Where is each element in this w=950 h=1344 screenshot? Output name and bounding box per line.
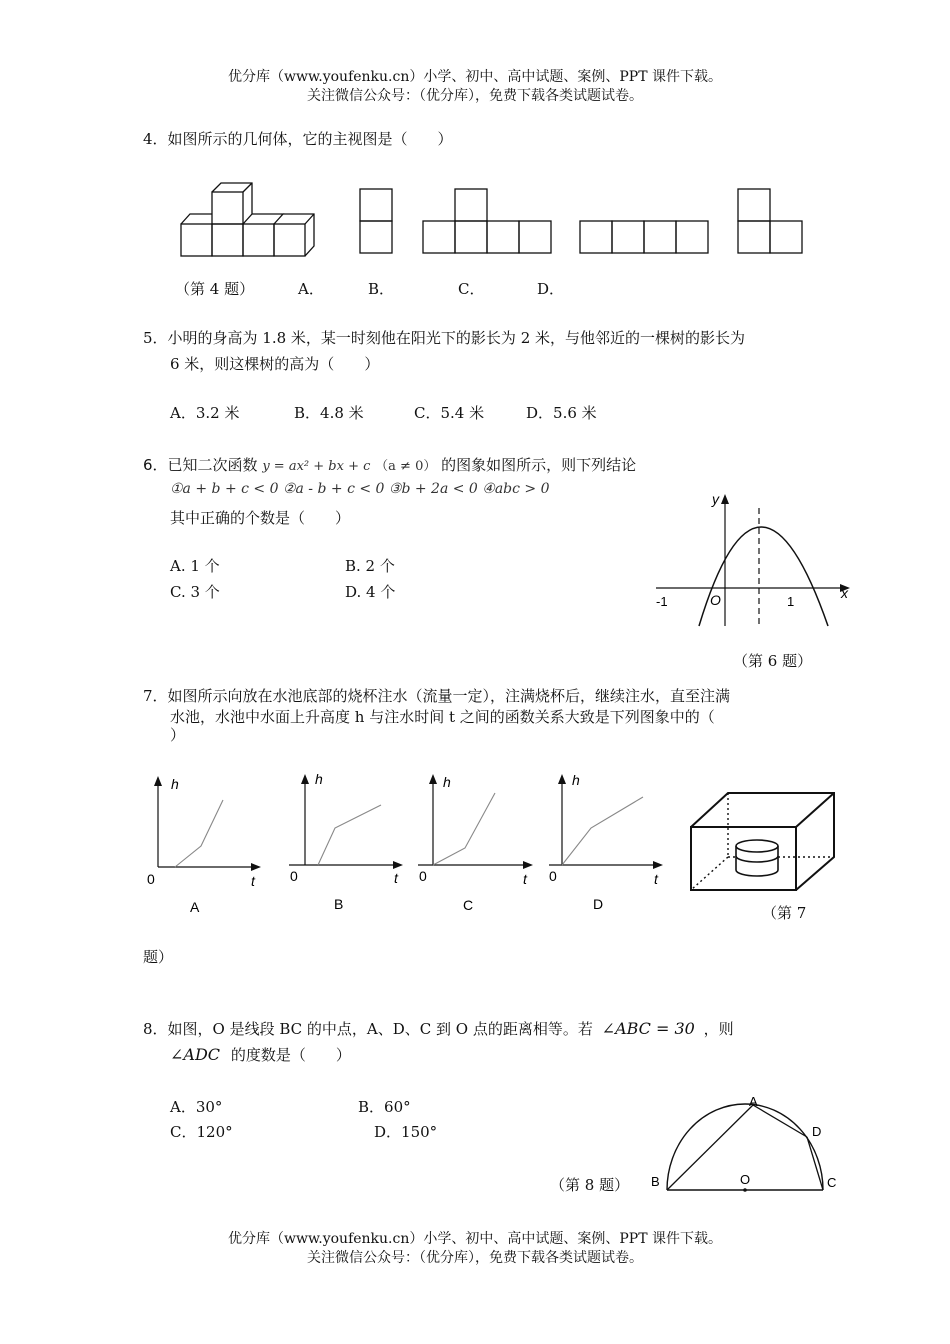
q6-stem bbox=[143, 454, 636, 475]
q7-graph-a-curve bbox=[175, 800, 223, 867]
q7-graph-d bbox=[545, 768, 670, 918]
q6-one-label: 1 bbox=[787, 594, 795, 609]
q8-point-d: D bbox=[812, 1124, 822, 1139]
q5-option-a[interactable]: A．3.2 米 bbox=[170, 404, 240, 422]
q4-option-a[interactable]: A． bbox=[298, 280, 324, 298]
q7-graph-d-origin: 0 bbox=[549, 868, 557, 884]
q6-stem-prefix: 6．已知二次函数 bbox=[143, 456, 258, 474]
q7-stem-line-1: 7．如图所示向放在水池底部的烧杯注水（流量一定），注满烧杯后，继续注水，直至注满 bbox=[143, 687, 731, 705]
q6-option-a[interactable]: A. 1 个 bbox=[170, 557, 220, 575]
q7-graph-c bbox=[415, 768, 540, 918]
q7-graph-d-label[interactable]: D bbox=[593, 896, 604, 912]
q8-stem-line-1 bbox=[143, 1018, 734, 1039]
q7-graph-a-label[interactable]: A bbox=[190, 899, 200, 915]
q6-x-label: x bbox=[841, 585, 848, 601]
q8-angle-asked: ∠ADC bbox=[170, 1045, 221, 1064]
q6-option-d[interactable]: D. 4 个 bbox=[345, 583, 396, 601]
q8-stem-line2-end: 的度数是（ ） bbox=[230, 1046, 351, 1064]
q7-graph-b-label[interactable]: B bbox=[334, 896, 344, 912]
q6-condition: （a ≠ 0） bbox=[375, 459, 437, 474]
q6-conclusions: ①a + b + c < 0 ②a - b + c < 0 ③b + 2a < 0 ④abc > 0 bbox=[170, 481, 550, 497]
q7-graph-b-curve bbox=[318, 805, 381, 865]
q5-stem-line-1: 5．小明的身高为 1.8 米，某一时刻他在阳光下的影长为 2 米，与他邻近的一棵树的影长为 bbox=[143, 329, 746, 347]
q7-graph-a-t: t bbox=[251, 873, 255, 889]
q7-stem-line-3: ） bbox=[170, 726, 186, 744]
header-line-1: 优分库（www.youfenku.cn）小学、初中、高中试题、案例、PPT 课件下载。 bbox=[227, 69, 722, 85]
q6-stem-suffix: 的图象如图所示，则下列结论 bbox=[441, 456, 637, 474]
q5-option-b[interactable]: B．4.8 米 bbox=[294, 404, 364, 422]
q8-point-b: B bbox=[651, 1174, 660, 1189]
q4-option-c-figure bbox=[578, 219, 710, 255]
q8-option-a[interactable]: A．30° bbox=[170, 1098, 223, 1116]
footer-line-1: 优分库（www.youfenku.cn）小学、初中、高中试题、案例、PPT 课件下载。 bbox=[227, 1231, 722, 1247]
q4-stem: 4．如图所示的几何体，它的主视图是（ ） bbox=[143, 130, 453, 148]
q5-stem-line-2: 6 米，则这棵树的高为（ ） bbox=[170, 355, 380, 373]
q8-stem-text: 8．如图，O 是线段 BC 的中点，A、D、C 到 O 点的距离相等。若 bbox=[143, 1020, 593, 1038]
q8-point-c: C bbox=[827, 1175, 837, 1190]
footer-line-2: 关注微信公众号：（优分库），免费下载各类试题试卷。 bbox=[307, 1250, 643, 1266]
q7-graph-c-curve bbox=[433, 793, 495, 865]
q8-option-d[interactable]: D．150° bbox=[374, 1123, 438, 1141]
q7-graph-d-h: h bbox=[572, 772, 580, 788]
q6-caption: （第 6 题） bbox=[733, 652, 813, 670]
q8-point-a: A bbox=[749, 1094, 758, 1109]
q7-graph-d-t: t bbox=[654, 871, 658, 887]
q6-neg1-label: -1 bbox=[656, 594, 668, 609]
q7-beaker bbox=[736, 840, 778, 876]
q7-graph-b bbox=[285, 768, 410, 918]
q7-graph-d-curve bbox=[562, 797, 643, 865]
q4-caption: （第 4 题） bbox=[175, 280, 255, 298]
q8-angle-given: ∠ABC = 30 bbox=[601, 1019, 695, 1038]
q7-graph-b-origin: 0 bbox=[290, 868, 298, 884]
q7-graph-c-origin: 0 bbox=[419, 868, 427, 884]
q4-option-d-figure bbox=[736, 187, 804, 255]
q6-option-c[interactable]: C. 3 个 bbox=[170, 583, 220, 601]
q8-stem-line1-end: ，则 bbox=[703, 1020, 734, 1038]
q7-graph-a-h: h bbox=[171, 776, 179, 792]
q4-option-b[interactable]: B． bbox=[368, 280, 395, 298]
q8-stem-line-2 bbox=[170, 1044, 351, 1065]
q7-pool-figure bbox=[688, 790, 838, 895]
q6-question: 其中正确的个数是（ ） bbox=[170, 509, 351, 527]
q8-point-o: O bbox=[740, 1172, 751, 1187]
q4-option-d[interactable]: D． bbox=[537, 280, 565, 298]
q6-option-b[interactable]: B. 2 个 bbox=[345, 557, 395, 575]
q4-option-c[interactable]: C． bbox=[458, 280, 485, 298]
q7-graph-b-t: t bbox=[394, 870, 398, 886]
q7-graph-c-h: h bbox=[443, 774, 451, 790]
q6-origin-label: O bbox=[710, 592, 721, 608]
q7-caption-part-2: 题） bbox=[143, 948, 174, 966]
q8-option-c[interactable]: C．120° bbox=[170, 1123, 233, 1141]
q7-graph-c-t: t bbox=[523, 871, 527, 887]
q7-graph-a bbox=[143, 770, 268, 920]
q5-option-c[interactable]: C．5.4 米 bbox=[414, 404, 485, 422]
q4-solid-figure bbox=[178, 180, 320, 260]
q8-caption: （第 8 题） bbox=[550, 1176, 630, 1194]
q4-option-a-figure bbox=[358, 187, 394, 255]
q4-option-b-figure bbox=[421, 187, 553, 255]
q8-semicircle-figure bbox=[645, 1092, 845, 1197]
q6-formula: y = ax² + bx + c bbox=[262, 459, 371, 474]
q7-caption-part-1: （第 7 bbox=[762, 904, 807, 922]
q8-option-b[interactable]: B．60° bbox=[358, 1098, 411, 1116]
q5-option-d[interactable]: D．5.6 米 bbox=[526, 404, 597, 422]
header-line-2: 关注微信公众号：（优分库），免费下载各类试题试卷。 bbox=[307, 88, 643, 104]
q7-graph-c-label[interactable]: C bbox=[463, 897, 474, 913]
q6-parabola-graph bbox=[650, 488, 860, 638]
q7-graph-a-origin: 0 bbox=[147, 871, 155, 887]
q7-graph-b-h: h bbox=[315, 771, 323, 787]
q7-stem-line-2: 水池，水池中水面上升高度 h 与注水时间 t 之间的函数关系大致是下列图象中的（ bbox=[170, 708, 715, 726]
q6-y-label: y bbox=[712, 491, 719, 507]
